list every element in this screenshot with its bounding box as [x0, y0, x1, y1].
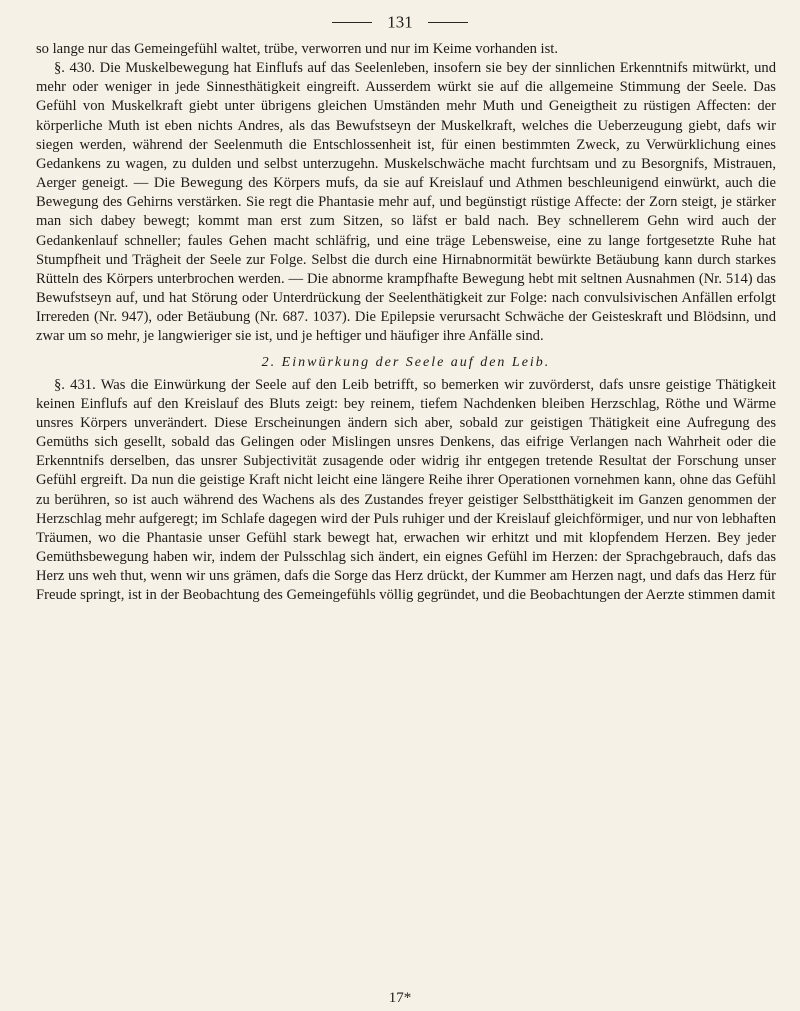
section-heading: 2. Einwürkung der Seele auf den Leib.	[261, 354, 551, 370]
paragraph-continuation: so lange nur das Gemeingefühl waltet, trübe, verworren und nur im Keime vorhanden ist.	[36, 41, 558, 57]
page-number: 131	[387, 12, 413, 32]
page-header	[0, 12, 800, 32]
body-text	[36, 40, 776, 606]
signature-mark: 17*	[388, 990, 412, 1006]
paragraph-430: §. 430. Die Muskelbewegung hat Einflufs auf das Seelenleben, insofern sie bey der sinnlichen Erkenntnifs mitwürkt, und mehr oder weniger in jede Sinnesthätigkeit eingreift. Ausserdem würkt sie auf die allgemeine Stimmung der Seele. Das Gefühl von Muskelkraft giebt unter übrigens gleichen Umständen mehr Muth und Geneigtheit zu rüstigen Affecten: der körperliche Muth ist eben nichts Andres, als das Bewufstseyn der Muskelkraft, welches die Ueberzeugung giebt, dafs wir siegen werden, während der Seelenmuth die Entschlossenheit ist, für einen bestimmten Zweck, zu Verwürklichung eines Gedankens zu wagen, zu dulden und selbst unterzugehn. Muskelschwäche macht furchtsam und zu Besorgnifs, Mistrauen, Aerger geneigt. — Die Bewegung des Körpers mufs, da sie auf Kreislauf und Athmen beschleunigend einwürkt, auch die Bewegung des Gehirns verstärken. Sie regt die Phantasie mehr auf, und begünstigt rüstige Affecte: der Zorn steigt, je stärker man sich dabey bewegt; kommt man erst zum Sitzen, so läfst er bald nach. Bey schnellerem Gehn wird auch der Gedankenlauf schneller; faules Gehen macht schläfrig, und eine träge Lebensweise, eine zu lange fortgesetzte Ruhe hat Stumpfheit und Trägheit der Seele zur Folge. Selbst die durch eine Hirnabnormität bewürkte Betäubung kann durch starkes Rütteln des Körpers unterbrochen werden. — Die abnorme krampfhafte Bewegung hebt mit seltnen Ausnahmen (Nr. 514) das Bewufstseyn auf, und hat Störung oder Unterdrückung der Seelenthätigkeit zur Folge: nach convulsivischen Anfällen erfolgt Irrereden (Nr. 947), oder Betäubung (Nr. 687. 1037). Die Epilepsie verursacht Schwäche der Geisteskraft und Blödsinn, und zwar um so mehr, je langwieriger sie ist, und je heftiger und häufiger ihre Anfälle sind.	[36, 60, 776, 345]
header-rule-left	[332, 22, 372, 23]
header-rule-right	[428, 22, 468, 23]
paragraph-431: §. 431. Was die Einwürkung der Seele auf den Leib betrifft, so bemerken wir zuvörderst, dafs unsre geistige Thätigkeit keinen Einflufs auf den Kreislauf des Bluts zeigt: bey reinem, tiefem Nachdenken bleiben Herzschlag, Röthe und Wärme unsres Körpers unverändert. Diese Erscheinungen ändern sich aber, sobald zur geistigen Thätigkeit eine Aufregung des Gemüths sich gesellt, sobald das Gelingen oder Mislingen unsres Denkens, das eifrige Verlangen nach Wahrheit oder die Erkenntnifs derselben, das unsrer Subjectivität zusagende oder widrig ihr entgegen tretende Resultat der Forschung unser Gefühl ergreift. Da nun die geistige Kraft nicht leicht eine längere Reihe ihrer Operationen vornehmen kann, ohne das Gefühl zu berühren, so ist auch während des Wachens als des Zustandes freyer geistiger Selbstthätigkeit im Ganzen genommen der Herzschlag mehr aufgeregt; im Schlafe dagegen wird der Puls ruhiger und der Kreislauf gleichförmiger, und nur von lebhaften Träumen, wo die Phantasie unser Gefühl stark bewegt hat, erwachen wir erhitzt und mit klopfendem Herzen. Bey jeder Gemüthsbewegung haben wir, indem der Pulsschlag sich ändert, ein eignes Gefühl im Herzen: der Sprachgebrauch, dafs das Herz uns weh thut, wenn wir uns grämen, dafs die Sorge das Herz drückt, der Kummer am Herzen nagt, und dafs das Herz für Freude springt, ist in der Beobachtung des Gemeingefühls völlig gegründet, und die Beobachtungen der Aerzte stimmen damit	[36, 376, 776, 604]
